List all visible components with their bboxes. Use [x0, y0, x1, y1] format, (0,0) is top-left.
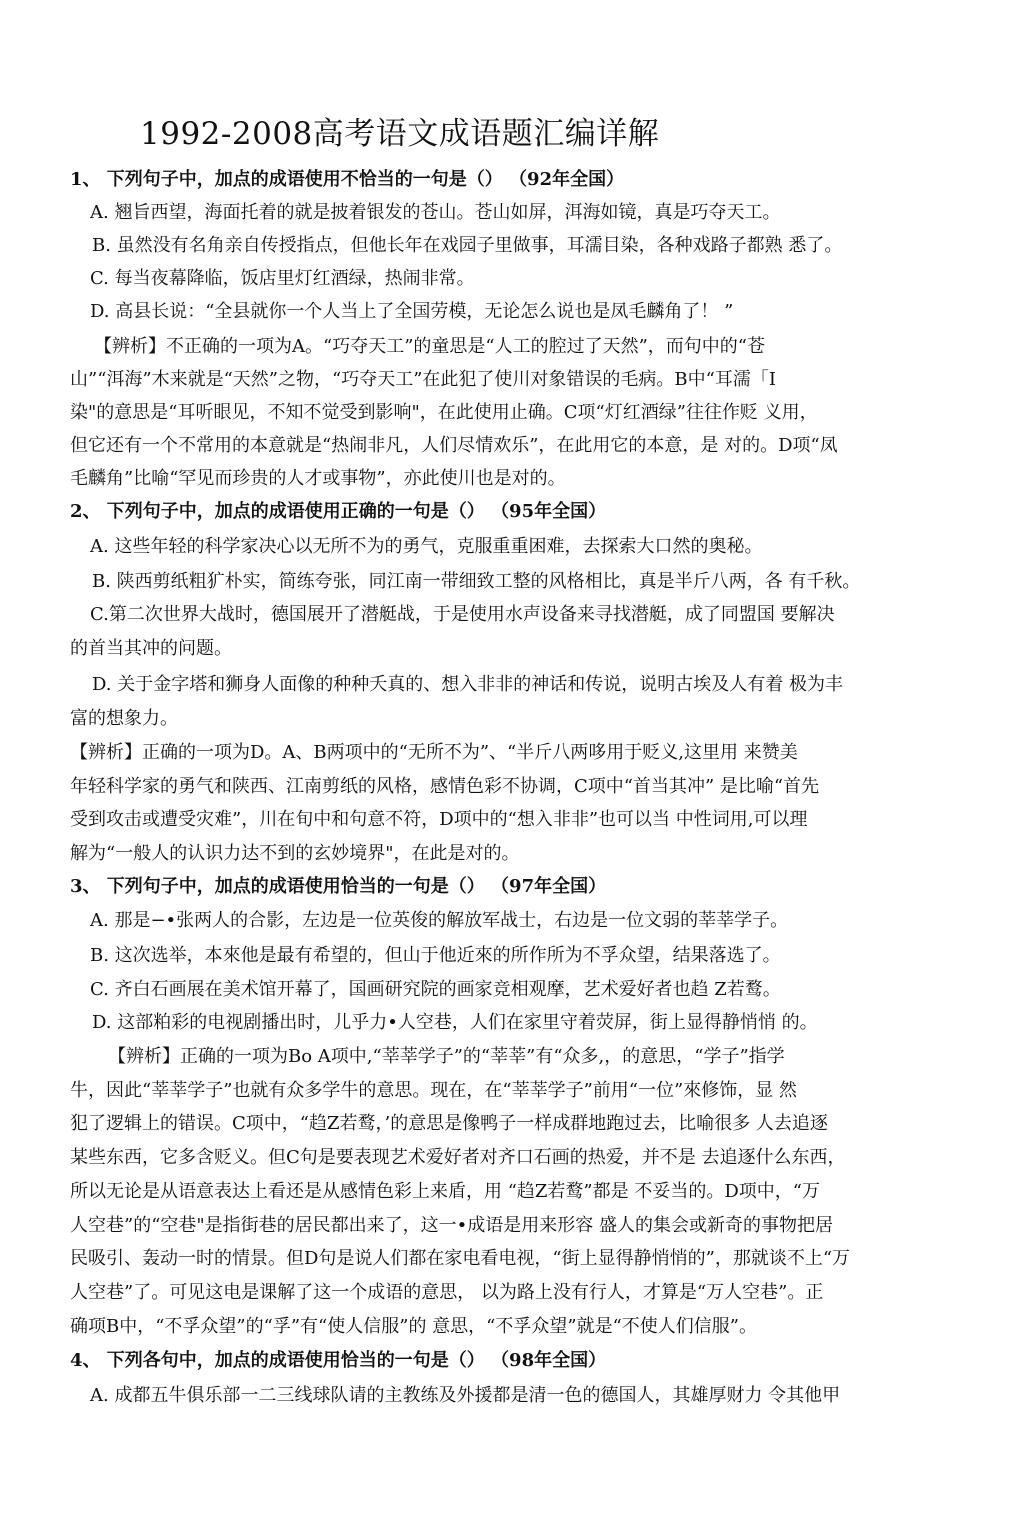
question-1-stem: 1、 下列句子中，加点的成语使用不恰当的一句是（） （92年全国）: [70, 169, 625, 190]
question-3-analysis-line: 确项B中，“不孚众望”的“孚”有“使人信服”的 意思，“不孚众望”就是“不使人们信服”。: [70, 1316, 757, 1337]
question-2-option-c: C.第二次世界大战时，德国展开了潜艇战，于是使用水声设备来寻找潜艇，成了同盟国 要解决: [90, 604, 835, 625]
question-1-option-a: A. 翘旨西望，海面托着的就是披着银发的苍山。苍山如屏，洱海如镜，真是巧夺天工。: [90, 202, 781, 223]
question-1-analysis-line: 毛麟角”比喻“罕见而珍贵的人才或事物”，亦此使川也是对的。: [70, 468, 566, 489]
question-3-option-c: C. 齐白石画展在美术馆开幕了，国画研究院的画家竞相观摩，艺术爱好者也趋 Z若鹜。: [90, 979, 781, 1000]
question-3-analysis-line: 【辨析】正确的一项为Bo A项中,“莘莘学子”的“莘莘”有“众多,，的意思，“学子”指学: [108, 1046, 785, 1067]
question-3-option-a: A. 那是−•张两人的合影，左边是一位英俊的解放军战士，右边是一位文弱的莘莘学子。: [90, 910, 789, 931]
question-3-analysis-line: 犯了逻辑上的错误。C项中，“趋Z若鹜，’的意思是像鸭子一样成群地跑过去，比喻很多 人去追逐: [70, 1113, 828, 1134]
question-2-analysis-line: 年轻科学家的勇气和陕西、江南剪纸的风格，感情色彩不协调，C项中“首当其冲” 是比喻“首先: [70, 776, 820, 797]
question-2-analysis-line: 【辨析】正确的一项为D。A、B两项中的“无所不为”、“半斤八两哆用于贬义,这里用 来赞美: [70, 742, 798, 763]
question-1-option-c: C. 每当夜幕降临，饭店里灯红酒绿，热闹非常。: [90, 268, 475, 289]
question-3-analysis-line: 人空巷”了。可见这电是课解了这一个成语的意思， 以为路上没有行人，才算是“万人空巷”。正: [70, 1282, 824, 1303]
question-3-stem: 3、 下列句子中，加点的成语使用恰当的一句是（） （97年全国）: [70, 876, 607, 897]
question-1-option-b: B. 虽然没有名角亲自传授指点，但他长年在戏园子里做事，耳濡目染，各种戏路子都熟 悉了。: [92, 235, 843, 256]
question-3-option-d: D. 这部粕彩的电视剧播出时，儿乎力•人空巷，人们在家里守着荧屏，街上显得静悄悄 的。: [92, 1012, 818, 1033]
question-2-option-a: A. 这些年轻的科学家决心以无所不为的勇气，克服重重困难，去探索大口然的奥秘。: [90, 536, 763, 557]
question-3-analysis-line: 所以无论是从语意表达上看还是从感情色彩上来盾，用 “趋Z若鹜”都是 不妥当的。D项中，“万: [70, 1181, 820, 1202]
question-4-stem: 4、 下列各句中，加点的成语使用恰当的一句是（） （98年全国）: [70, 1350, 607, 1371]
question-2-option-d: D. 关于金字塔和狮身人面像的种种夭真的、想入非非的神话和传说，说明古埃及人有着 极为丰: [92, 674, 843, 695]
question-3-analysis-line: 某些东西，它多含贬义。但C句是要表现艺术爱好者对齐口石画的热爱，并不是 去追逐什么东西，: [70, 1147, 846, 1168]
question-2-analysis-line: 解为“一般人的认识力达不到的玄妙境界"，在此是对的。: [70, 843, 520, 864]
question-1-analysis-line: 但它还有一个不常用的本意就是“热闹非凡，人们尽情欢乐”，在此用它的本意，是 对的。D项“凤: [70, 435, 838, 456]
question-2-stem: 2、 下列句子中，加点的成语使用正确的一句是（） （95年全国）: [70, 501, 607, 522]
question-3-analysis-line: 牛，因此“莘莘学子”也就有众多学牛的意思。现在，在“莘莘学子”前用“一位”來修饰，显 然: [70, 1080, 797, 1101]
question-2-option-b: B. 陕西剪纸粗犷朴实，简练夸张，同江南一带细致工整的风格相比，真是半斤八两，各 有千秋。: [92, 571, 861, 592]
question-3-option-b: B. 这次选举，本來他是最有希望的，但山于他近來的所作所为不孚众望，结果落选了。: [90, 945, 781, 966]
question-1-analysis-line: 山”“洱海”木来就是“天然”之物，“巧夺天工”在此犯了使川对象错误的毛病。B中“耳濡「I: [70, 369, 776, 390]
question-2-option-d-cont: 富的想象力。: [70, 708, 178, 729]
question-2-analysis-line: 受到攻击或遭受灾难”，川在旬中和句意不符，D项中的“想入非非”也可以当 中性词用,可以理: [70, 809, 808, 830]
question-1-analysis-line: 染"的意思是“耳听眼见，不知不觉受到影响"，在此使用止确。C项“灯红酒绿”往往作贬 义用，: [70, 402, 818, 423]
question-4-option-a: A. 成都五牛俱乐部一二三线球队请的主教练及外援都是清一色的德国人，其雄厚财力 令其他甲: [90, 1385, 841, 1406]
document-title: 1992-2008高考语文成语题汇编详解: [140, 116, 660, 152]
question-2-option-c-cont: 的首当其冲的问题。: [70, 638, 232, 659]
question-1-analysis-line: 【辨析】不正确的一项为A。“巧夺天工”的童思是“人工的腔过了天然”，而句中的“苍: [94, 336, 766, 357]
question-3-analysis-line: 人空巷”的“空巷"是指街巷的居民都出来了，这一•成语是用来形容 盛人的集会或新奇的事物把居: [70, 1215, 834, 1236]
question-3-analysis-line: 民吸引、轰动一时的情景。但D句是说人们都在家电看电视，“街上显得静悄悄的”，那就谈不上“万: [70, 1248, 851, 1269]
question-1-option-d: D. 高县长说：“全县就你一个人当上了全国劳模，无论怎么说也是凤毛麟角了！ ”: [90, 301, 734, 322]
